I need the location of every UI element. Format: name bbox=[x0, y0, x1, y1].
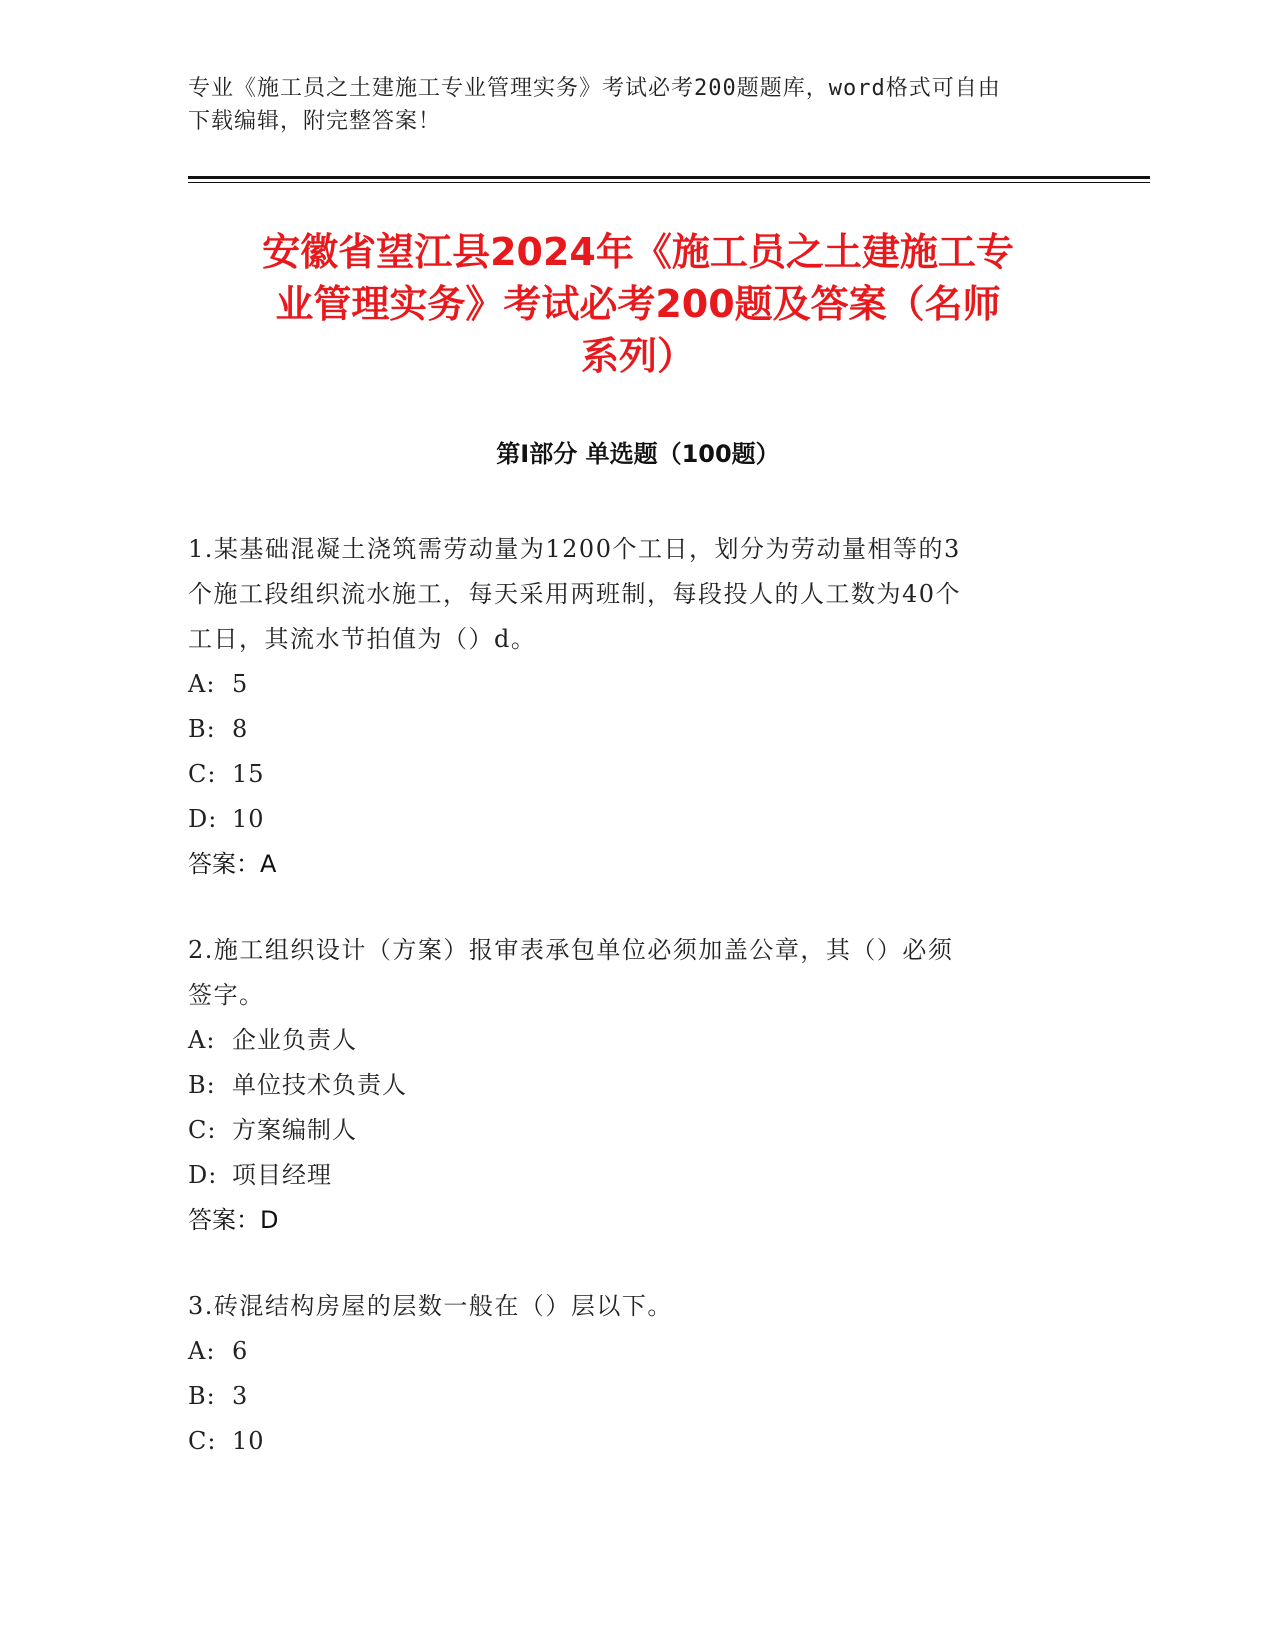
option-key: C: bbox=[188, 1427, 217, 1455]
option-key: D: bbox=[188, 805, 218, 833]
question-text-line: 1.某基础混凝土浇筑需劳动量为1200个工日，划分为劳动量相等的3 bbox=[188, 535, 961, 563]
question-1 bbox=[188, 527, 1068, 887]
option-text: 方案编制人 bbox=[232, 1116, 357, 1144]
question-text-line: 3.砖混结构房屋的层数一般在（）层以下。 bbox=[188, 1292, 673, 1320]
option-d bbox=[188, 1153, 1068, 1198]
option-text: 单位技术负责人 bbox=[232, 1071, 407, 1099]
option-d bbox=[188, 797, 1068, 842]
option-a bbox=[188, 1329, 1068, 1374]
option-key: A: bbox=[188, 1026, 216, 1054]
option-a bbox=[188, 1018, 1068, 1063]
option-key: C: bbox=[188, 760, 217, 788]
option-text: 10 bbox=[232, 1427, 265, 1455]
answer: 答案：D bbox=[188, 1206, 279, 1234]
title-line-1: 安徽省望江县2024年《施工员之土建施工专 bbox=[262, 230, 1014, 274]
header-divider-thin bbox=[188, 182, 1150, 183]
question-list bbox=[188, 527, 1068, 1505]
answer: 答案：A bbox=[188, 850, 277, 878]
option-b bbox=[188, 1063, 1068, 1108]
option-b bbox=[188, 1374, 1068, 1419]
question-text-line: 工日，其流水节拍值为（）d。 bbox=[188, 625, 537, 653]
title-line-3: 系列） bbox=[580, 334, 695, 378]
option-c bbox=[188, 1419, 1068, 1464]
option-text: 15 bbox=[232, 760, 265, 788]
option-key: B: bbox=[188, 715, 216, 743]
question-text-line: 个施工段组织流水施工，每天采用两班制，每段投人的人工数为40个 bbox=[188, 580, 962, 608]
option-text: 企业负责人 bbox=[232, 1026, 357, 1054]
option-key: D: bbox=[188, 1161, 218, 1189]
header-divider-thick bbox=[188, 176, 1150, 179]
section-title: 第Ⅰ部分 单选题（100题） bbox=[496, 440, 780, 468]
header-note-line-1: 专业《施工员之土建施工专业管理实务》考试必考200题题库，word格式可自由 bbox=[188, 76, 1001, 101]
option-key: A: bbox=[188, 1337, 216, 1365]
option-b bbox=[188, 707, 1068, 752]
document-title bbox=[188, 226, 1088, 382]
option-text: 5 bbox=[232, 670, 249, 698]
header-note-line-2: 下载编辑，附完整答案！ bbox=[188, 109, 442, 134]
question-text-line: 2.施工组织设计（方案）报审表承包单位必须加盖公章，其（）必须 bbox=[188, 936, 954, 964]
option-key: B: bbox=[188, 1382, 216, 1410]
title-line-2: 业管理实务》考试必考200题及答案（名师 bbox=[275, 282, 1001, 326]
question-2 bbox=[188, 928, 1068, 1243]
option-key: C: bbox=[188, 1116, 217, 1144]
header-note bbox=[188, 72, 1088, 138]
option-a bbox=[188, 662, 1068, 707]
option-text: 10 bbox=[232, 805, 265, 833]
option-key: A: bbox=[188, 670, 216, 698]
question-3 bbox=[188, 1284, 1068, 1464]
option-text: 3 bbox=[232, 1382, 249, 1410]
option-text: 项目经理 bbox=[232, 1161, 332, 1189]
option-c bbox=[188, 752, 1068, 797]
option-text: 6 bbox=[232, 1337, 249, 1365]
option-text: 8 bbox=[232, 715, 249, 743]
option-c bbox=[188, 1108, 1068, 1153]
option-key: B: bbox=[188, 1071, 216, 1099]
question-text-line: 签字。 bbox=[188, 981, 265, 1009]
